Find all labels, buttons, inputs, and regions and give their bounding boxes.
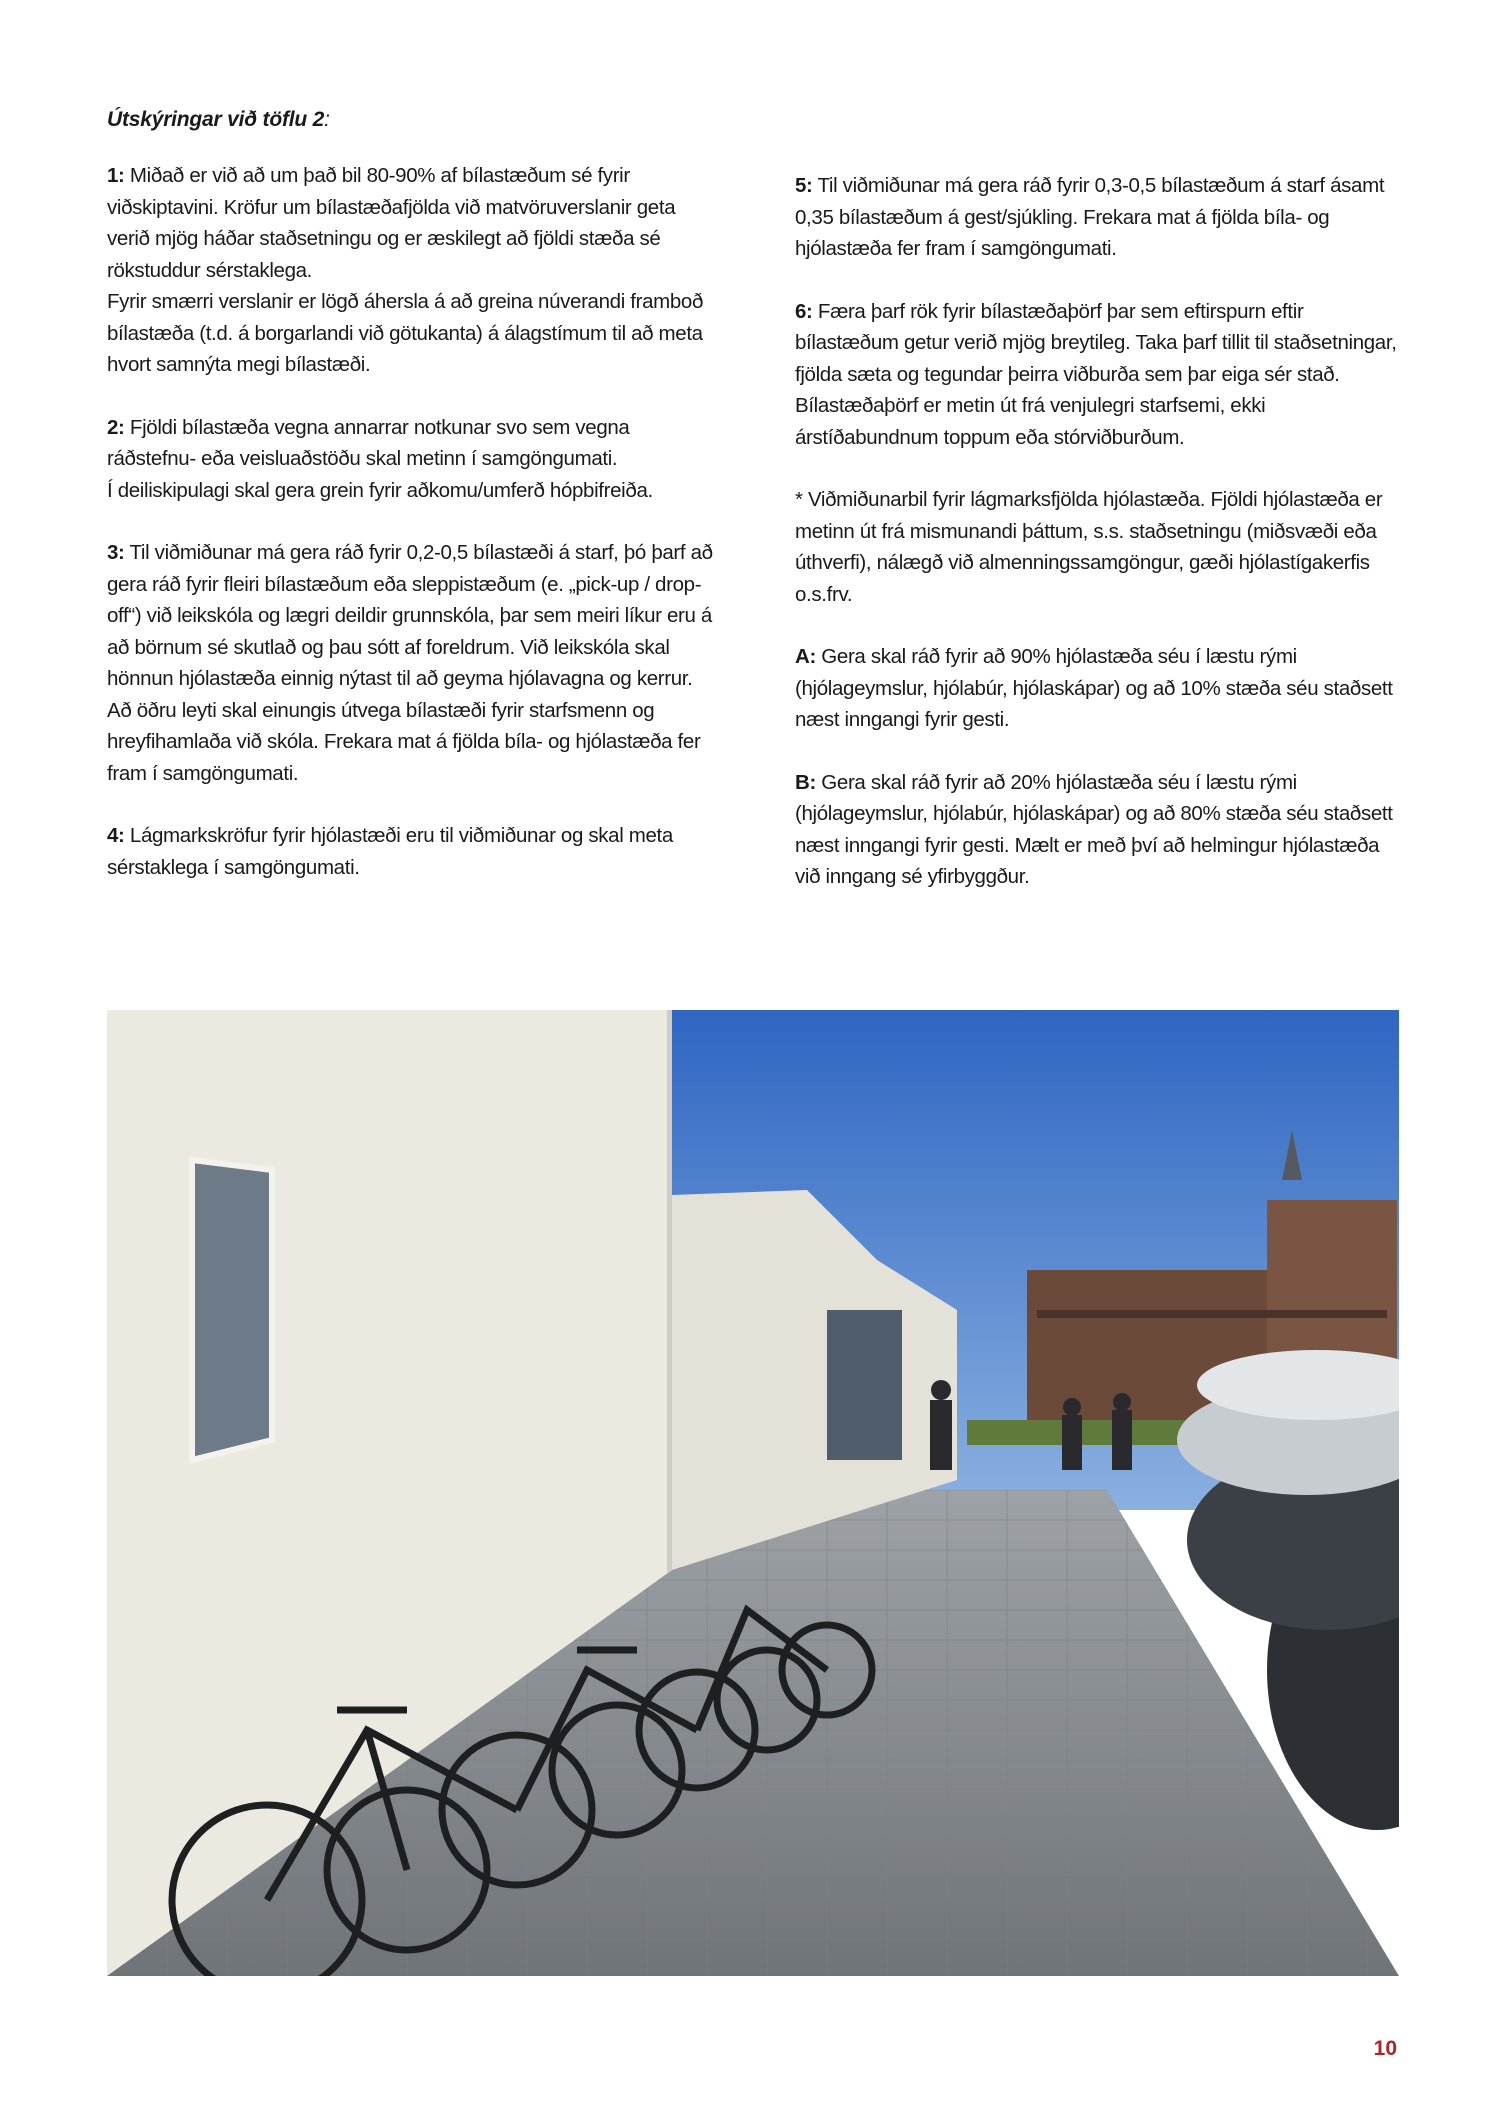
note-number: 4: [107,824,125,847]
note-number: A: [795,645,816,668]
note-paragraph [795,296,1405,454]
note-number: 6: [795,299,813,323]
note-paragraph [795,170,1405,265]
note-number: 5: [795,174,813,197]
note-paragraph [795,484,1405,610]
section-heading-colon: : [324,108,330,131]
note-text: Færa þarf rök fyrir bílastæðaþörf þar sem eftirspurn eftir bílastæðum getur verið mjög breytileg. Taka þarf tillit til staðsetningar, fjölda sæta og tegundar þeirra viðburða sem þar eiga sér stað. Bílastæðaþörf er metin út frá venjulegri starfsemi, ekki árstíðabundnum toppum eða stórviðburðum. [795,299,1397,449]
note-text: Fyrir smærri verslanir er lögð áhersla á að greina núverandi framboð bílastæða (t.d. á borgarlandi við götukanta) á álagstímum til að meta hvort samnýta megi bílastæði. [107,290,704,376]
note-number: 1: [107,164,125,187]
photo-bicycle-parking [107,1010,1399,1976]
photo-building-window [192,1160,272,1460]
note-paragraph [107,820,717,883]
note-text: Gera skal ráð fyrir að 90% hjólastæða séu í læstu rými (hjólageymslur, hjólabúr, hjólaskápar) og að 10% stæða séu staðsett næst inngangi fyrir gesti. [795,645,1393,731]
note-text: Miðað er við að um það bil 80-90% af bílastæðum sé fyrir viðskiptavini. Kröfur um bílastæðafjölda við matvöruverslanir geta verið mjög háðar staðsetningu og er æskilegt að fjöldi stæða sé rökstuddur sérstaklega. [107,164,676,282]
note-number: 3: [107,541,125,564]
notes-left-column [107,160,717,914]
note-text: Til viðmiðunar má gera ráð fyrir 0,2-0,5 bílastæði á starf, þó þarf að gera ráð fyrir fleiri bílastæðum eða sleppistæðum (e. „pick-up / drop-off“) við leikskóla og lægri deildir grunnskóla, þar sem meiri líkur eru á að börnum sé skutlað og þau sótt af foreldrum. Við leikskóla skal hönnun hjólastæða einnig nýtast til að geyma hjólavagna og kerrur. Að öðru leyti skal einungis útvega bílastæði fyrir starfsmenn og hreyfihamlaða við skóla. Frekara mat á fjölda bíla- og hjólastæða fer fram í samgöngumati. [107,541,713,785]
note-text: Lágmarkskröfur fyrir hjólastæði eru til viðmiðunar og skal meta sérstaklega í samgöngumati. [107,824,673,879]
note-paragraph [107,412,717,475]
note-item [107,412,717,507]
notes-right-column [795,170,1405,924]
note-paragraph [107,286,717,381]
section-heading [107,108,330,132]
note-text: Í deiliskipulagi skal gera grein fyrir aðkomu/umferð hópbifreiða. [107,478,653,502]
note-paragraph [795,641,1405,736]
note-text: Til viðmiðunar má gera ráð fyrir 0,3-0,5 bílastæðum á starf ásamt 0,35 bílastæðum á gest/sjúkling. Frekara mat á fjölda bíla- og hjólastæða fer fram í samgöngumati. [795,174,1385,260]
note-item [795,296,1405,454]
note-item [107,160,717,381]
section-heading-title: Útskýringar við töflu 2 [107,108,325,131]
note-paragraph [107,475,717,507]
note-paragraph [107,160,717,286]
note-paragraph [795,767,1405,893]
note-item [107,820,717,883]
note-text: * Viðmiðunarbil fyrir lágmarksfjölda hjólastæða. Fjöldi hjólastæða er metinn út frá mismunandi þáttum, s.s. staðsetningu (miðsvæði eða úthverfi), nálægð við almenningssamgöngur, gæði hjólastígakerfis o.s.frv. [795,488,1383,606]
note-item [795,170,1405,265]
note-text: Gera skal ráð fyrir að 20% hjólastæða séu í læstu rými (hjólageymslur, hjólabúr, hjólaskápar) og að 80% stæða séu staðsett næst inngangi fyrir gesti. Mælt er með því að helmingur hjólastæða við inngang sé yfirbyggður. [795,770,1393,888]
note-item [795,767,1405,893]
note-number: 2: [107,415,125,439]
page-number: 10 [1373,2037,1397,2060]
note-item [795,484,1405,610]
note-item [107,537,717,789]
note-paragraph [107,537,717,789]
note-item [795,641,1405,736]
note-number: B: [795,770,816,794]
note-text: Fjöldi bílastæða vegna annarrar notkunar svo sem vegna ráðstefnu- eða veisluaðstöðu skal metinn í samgöngumati. [107,415,630,470]
photo-entrance [827,1310,902,1460]
